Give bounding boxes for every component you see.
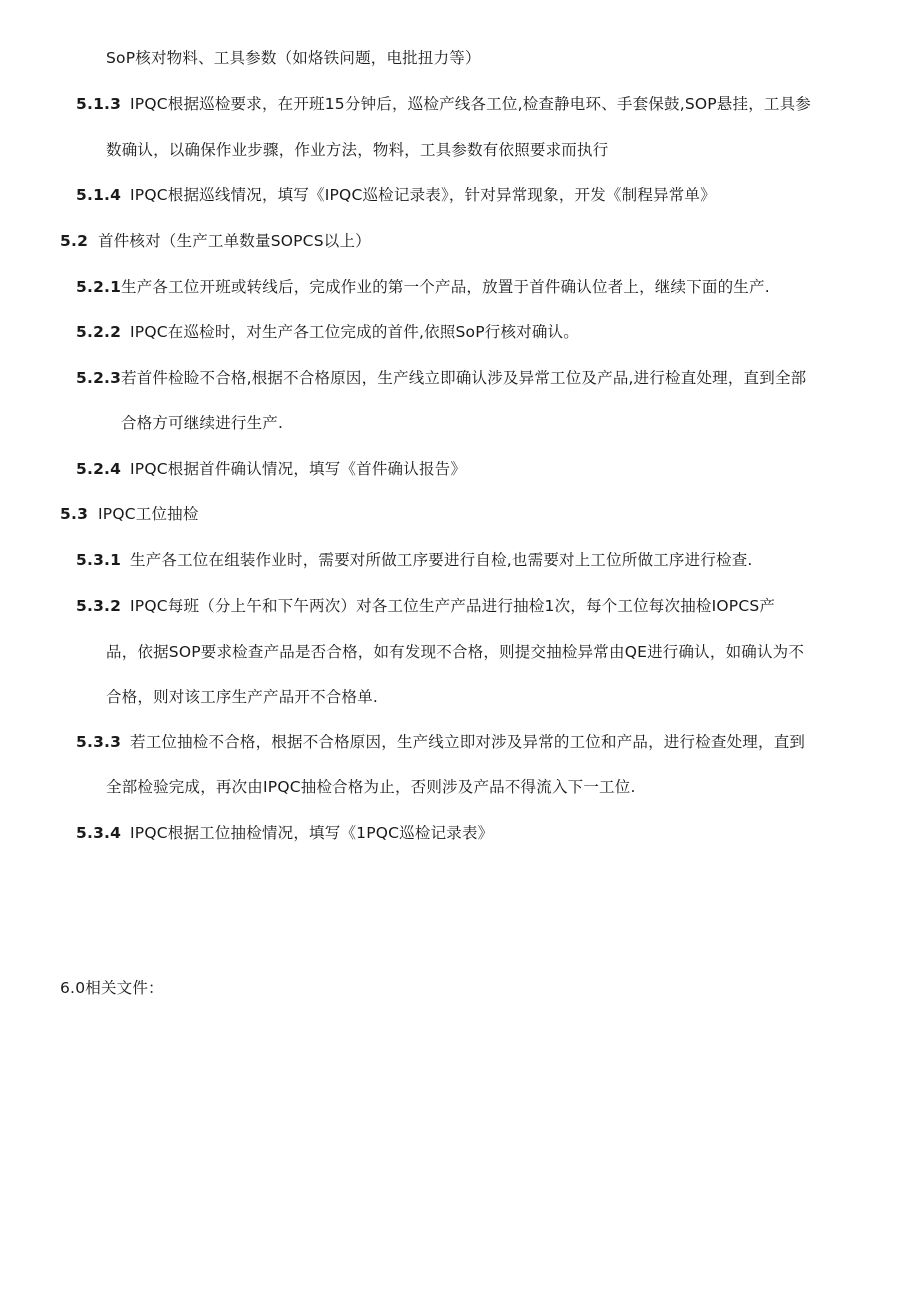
clause-text: 若工位抽检不合格，根据不合格原因，生产线立即对涉及异常的工位和产品，进行检查处理，直到 [130,733,806,751]
clause-text: 全部检验完成，再次由IPQC抽检合格为止，否则涉及产品不得流入下一工位. [106,778,636,796]
clause-text: IPQC根据巡检要求，在开班15分钟后，巡检产线各工位,检查静电环、手套保鼓,SOP悬挂，工具参 [130,95,812,113]
section-title: IPQC工位抽检 [98,505,199,523]
clause-number: 5.3.1 [76,551,122,569]
clause-number: 5.2.1 [76,278,122,296]
clause-number: 5.1.3 [76,95,122,113]
clause-5-2-4 [76,459,466,479]
clause-text: 合格方可继续进行生产. [121,414,284,432]
clause-5-3-2 [76,596,775,616]
clause-text: IPQC每班（分上午和下午两次）对各工位生产产品进行抽检1次，每个工位每次抽检IOPCS产 [130,597,776,615]
clause-5-1-3 [76,94,811,114]
clause-text: 合格，则对该工序生产产品开不合格单. [106,688,379,706]
clause-5-2-2 [76,322,579,342]
clause-text: 品，依据SOP要求检查产品是否合格，如有发现不合格，则提交抽检异常由QE进行确认，如确认为不 [106,643,805,661]
clause-text: IPQC根据巡线情况，填写《IPQC巡检记录表》，针对异常现象，开发《制程异常单》 [130,186,716,204]
clause-number: 5.3.4 [76,824,122,842]
section-6-0-heading [60,978,164,998]
clause-5-3-2-line2 [106,642,804,662]
clause-5-3-3-line2 [106,777,636,797]
clause-5-1-3-line2 [106,140,608,160]
clause-5-2-3-line2 [121,413,283,433]
clause-number: 5.3.2 [76,597,122,615]
clause-number: 5.2.4 [76,460,122,478]
clause-5-3-2-line3 [106,687,378,707]
clause-text: 若首件检睑不合格,根据不合格原因，生产线立即确认涉及异常工位及产品,进行检直处理，直到全部 [121,369,807,387]
clause-text: IPQC根据工位抽检情况，填写《1PQC巡检记录表》 [130,824,494,842]
section-number: 5.3 [60,505,89,523]
section-5-3-heading [60,504,199,524]
clause-number: 5.3.3 [76,733,122,751]
clause-text: IPQC在巡检时，对生产各工位完成的首件,依照SoP行核对确认。 [130,323,579,341]
section-title: 首件核对（生产工单数量SOPCS以上） [98,232,371,250]
clause-5-3-3 [76,732,805,752]
clause-text: IPQC根据首件确认情况，填写《首件确认报告》 [130,460,467,478]
section-number: 5.2 [60,232,89,250]
clause-text: 数确认，以确保作业步骤，作业方法，物料，工具参数有依照要求而执行 [106,141,609,159]
clause-text: 生产各工位开班或转线后，完成作业的第一个产品，放置于首件确认位者上，继续下面的生产. [121,278,770,296]
clause-5-2-1 [76,277,770,297]
clause-text: SoP核对物料、工具参数（如烙铁问题，电批扭力等） [106,49,481,67]
clause-text: 生产各工位在组装作业时，需要对所做工序要进行自检,也需要对上工位所做工序进行检查. [130,551,753,569]
clause-5-1-2-continuation [106,48,481,68]
clause-5-1-4 [76,185,716,205]
section-title: 6.0相关文件： [60,979,164,997]
clause-number: 5.1.4 [76,186,122,204]
clause-number: 5.2.3 [76,369,122,387]
section-5-2-heading [60,231,371,251]
clause-5-2-3 [76,368,806,388]
clause-5-3-1 [76,550,753,570]
clause-number: 5.2.2 [76,323,122,341]
clause-5-3-4 [76,823,493,843]
